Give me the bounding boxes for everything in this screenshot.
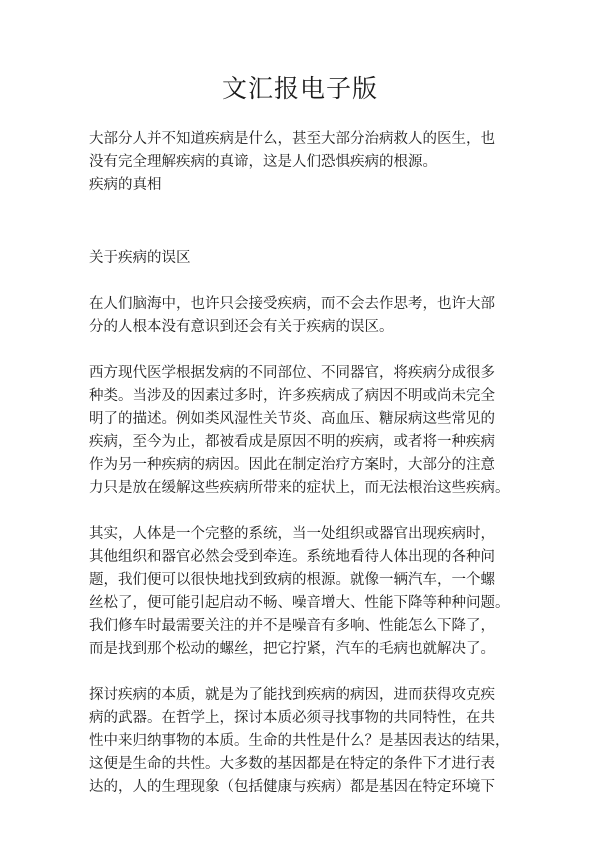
spacer — [89, 339, 529, 362]
paragraph-line: 西方现代医学根据发病的不同部位、不同器官，将疾病分成很多 — [89, 365, 495, 381]
paragraph-line: 明了的描述。例如类风湿性关节炎、高血压、糖尿病这些常见的 — [89, 411, 495, 427]
paragraph-line: 种类。当涉及的因素过多时，许多疾病成了病因不明或尚未完全 — [89, 388, 495, 404]
document-body — [89, 128, 529, 799]
spacer — [89, 270, 529, 293]
paragraph-4 — [89, 684, 529, 799]
paragraph-line: 而是找到那个松动的螺丝，把它拧紧，汽车的毛病也就解决了。 — [89, 641, 495, 657]
spacer — [89, 661, 529, 684]
heading-truth: 疾病的真相 — [89, 177, 162, 193]
paragraph-line: 分的人根本没有意识到还会有关于疾病的误区。 — [89, 319, 394, 335]
paragraph-line: 题，我们便可以很快地找到致病的根源。就像一辆汽车，一个螺 — [89, 572, 495, 588]
paragraph-line: 性中来归纳事物的本质。生命的共性是什么？是基因表达的结果， — [89, 733, 510, 749]
intro-paragraph — [89, 128, 529, 174]
paragraph-line: 这便是生命的共性。大多数的基因都是在特定的条件下才进行表 — [89, 756, 495, 772]
intro-line: 没有完全理解疾病的真谛，这是人们恐惧疾病的根源。 — [89, 154, 437, 170]
paragraph-line: 达的，人的生理现象（包括健康与疾病）都是基因在特定环境下 — [89, 779, 495, 795]
paragraph-line: 探讨疾病的本质，就是为了能找到疾病的病因，进而获得攻克疾 — [89, 687, 495, 703]
paragraph-line: 其他组织和器官必然会受到牵连。系统地看待人体出现的各种问 — [89, 549, 495, 565]
spacer — [89, 197, 529, 247]
paragraph-line: 疾病，至今为止，都被看成是原因不明的疾病，或者将一种疾病 — [89, 434, 495, 450]
paragraph-1 — [89, 293, 529, 339]
intro-line: 大部分人并不知道疾病是什么，甚至大部分治病救人的医生，也 — [89, 131, 495, 147]
spacer — [89, 500, 529, 523]
paragraph-line: 其实，人体是一个完整的系统，当一处组织或器官出现疾病时， — [89, 526, 495, 542]
document-title: 文汇报电子版 — [221, 74, 378, 103]
paragraph-3 — [89, 523, 529, 661]
paragraph-line: 在人们脑海中，也许只会接受疾病，而不会去作思考，也许大部 — [89, 296, 495, 312]
paragraph-2 — [89, 362, 529, 500]
paragraph-line: 丝松了，便可能引起启动不畅、噪音增大、性能下降等种种问题。 — [89, 595, 510, 611]
paragraph-line: 我们修车时最需要关注的并不是噪音有多响、性能怎么下降了， — [89, 618, 495, 634]
heading-misconception: 关于疾病的误区 — [89, 250, 191, 266]
paragraph-line: 作为另一种疾病的病因。因此在制定治疗方案时，大部分的注意 — [89, 457, 495, 473]
paragraph-line: 病的武器。在哲学上，探讨本质必须寻找事物的共同特性，在共 — [89, 710, 495, 726]
paragraph-line: 力只是放在缓解这些疾病所带来的症状上，而无法根治这些疾病。 — [89, 480, 510, 496]
